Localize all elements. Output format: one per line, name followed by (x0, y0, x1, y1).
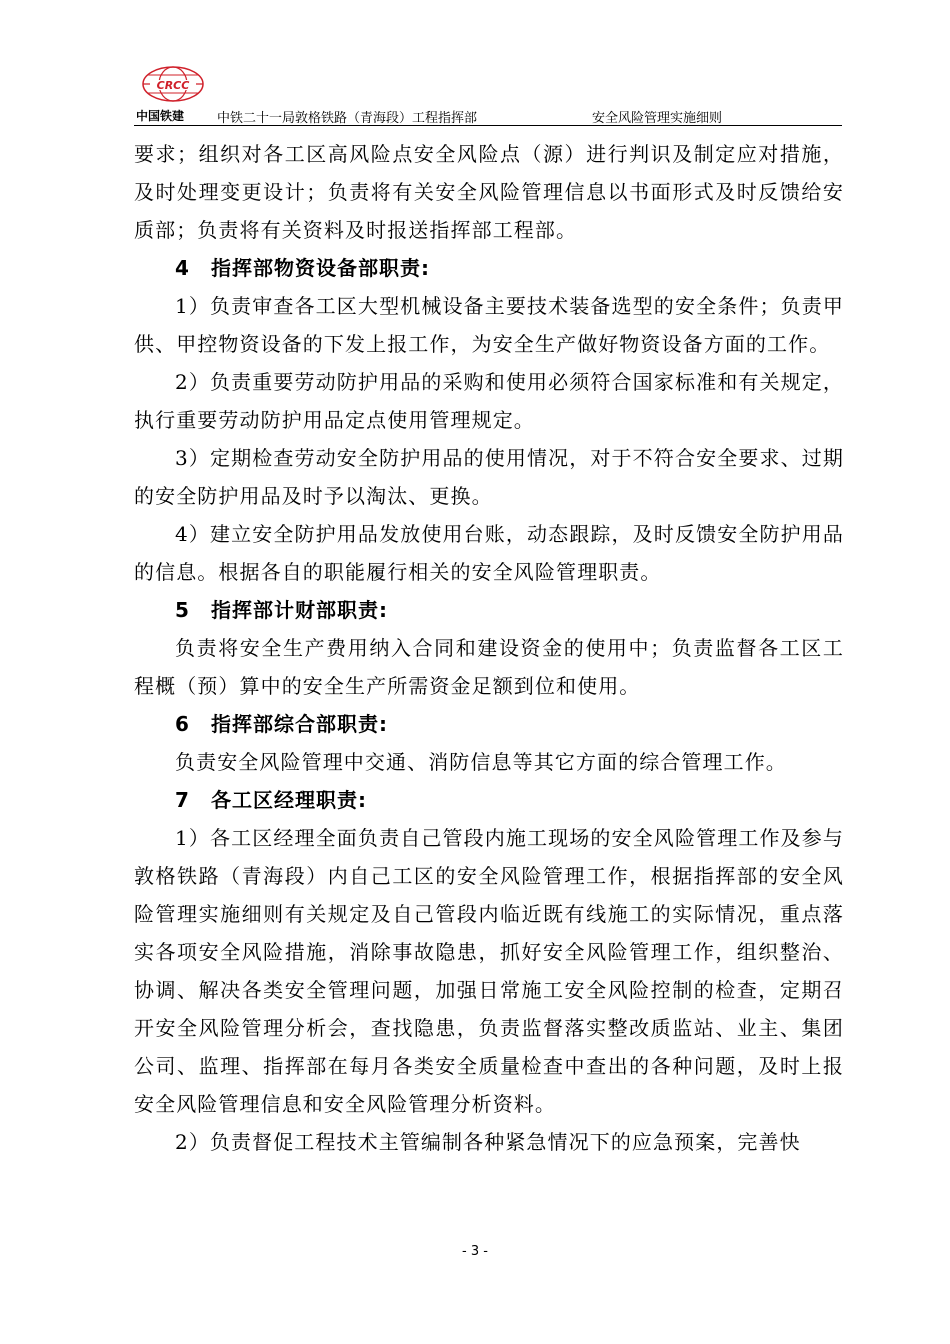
page-body (134, 135, 844, 1161)
paragraph: 4）建立安全防护用品发放使用台账，动态跟踪，及时反馈安全防护用品的信息。根据各自的职能履行相关的安全风险管理职责。 (134, 522, 844, 584)
section-number: 7 (175, 788, 190, 812)
header-org-title: 中铁二十一局敦格铁路（青海段）工程指挥部 (217, 111, 478, 126)
header-divider (134, 125, 842, 126)
header-doc-title: 安全风险管理实施细则 (592, 111, 723, 126)
paragraph: 2）负责督促工程技术主管编制各种紧急情况下的应急预案，完善快 (175, 1130, 801, 1154)
section-heading-4 (134, 249, 844, 287)
paragraph: 2）负责重要劳动防护用品的采购和使用必须符合国家标准和有关规定，执行重要劳动防护用品定点使用管理规定。 (134, 370, 844, 432)
section-number: 6 (175, 712, 190, 736)
crcc-logo (134, 64, 214, 124)
section-title: 指挥部计财部职责: (211, 598, 388, 622)
logo-text: 中国铁建 (136, 109, 185, 123)
page-number: - 3 - (462, 1244, 488, 1259)
section-number: 5 (175, 598, 190, 622)
crcc-logo-icon (140, 64, 206, 108)
section-title: 各工区经理职责: (211, 788, 367, 812)
logo-mark-text: CRCC (156, 79, 190, 92)
section-title: 指挥部物资设备部职责: (211, 256, 430, 280)
paragraph: 1）各工区经理全面负责自己管段内施工现场的安全风险管理工作及参与敦格铁路（青海段）内自己工区的安全风险管理工作，根据指挥部的安全风险管理实施细则有关规定及自己管段内临近既有线施工的实际情况，重点落实各项安全风险措施，消除事故隐患，抓好安全风险管理工作，组织整治、协调、解决各类安全管理问题，加强日常施工安全风险控制的检查，定期召开安全风险管理分析会，查找隐患，负责监督落实整改质监站、业主、集团公司、监理、指挥部在每月各类安全质量检查中查出的各种问题，及时上报安全风险管理信息和安全风险管理分析资料。 (134, 826, 844, 1116)
section-heading-5 (134, 591, 844, 629)
section-heading-7 (134, 781, 844, 819)
section-title: 指挥部综合部职责: (211, 712, 388, 736)
page-header (134, 64, 842, 126)
section-heading-6 (134, 705, 844, 743)
section-number: 4 (175, 256, 190, 280)
paragraph: 1）负责审查各工区大型机械设备主要技术装备选型的安全条件；负责甲供、甲控物资设备的下发上报工作，为安全生产做好物资设备方面的工作。 (134, 294, 844, 356)
paragraph: 要求；组织对各工区高风险点安全风险点（源）进行判识及制定应对措施，及时处理变更设计；负责将有关安全风险管理信息以书面形式及时反馈给安质部；负责将有关资料及时报送指挥部工程部。 (134, 142, 844, 242)
paragraph: 负责将安全生产费用纳入合同和建设资金的使用中；负责监督各工区工程概（预）算中的安全生产所需资金足额到位和使用。 (134, 636, 844, 698)
paragraph: 3）定期检查劳动安全防护用品的使用情况，对于不符合安全要求、过期的安全防护用品及时予以淘汰、更换。 (134, 446, 844, 508)
paragraph: 负责安全风险管理中交通、消防信息等其它方面的综合管理工作。 (175, 750, 787, 774)
